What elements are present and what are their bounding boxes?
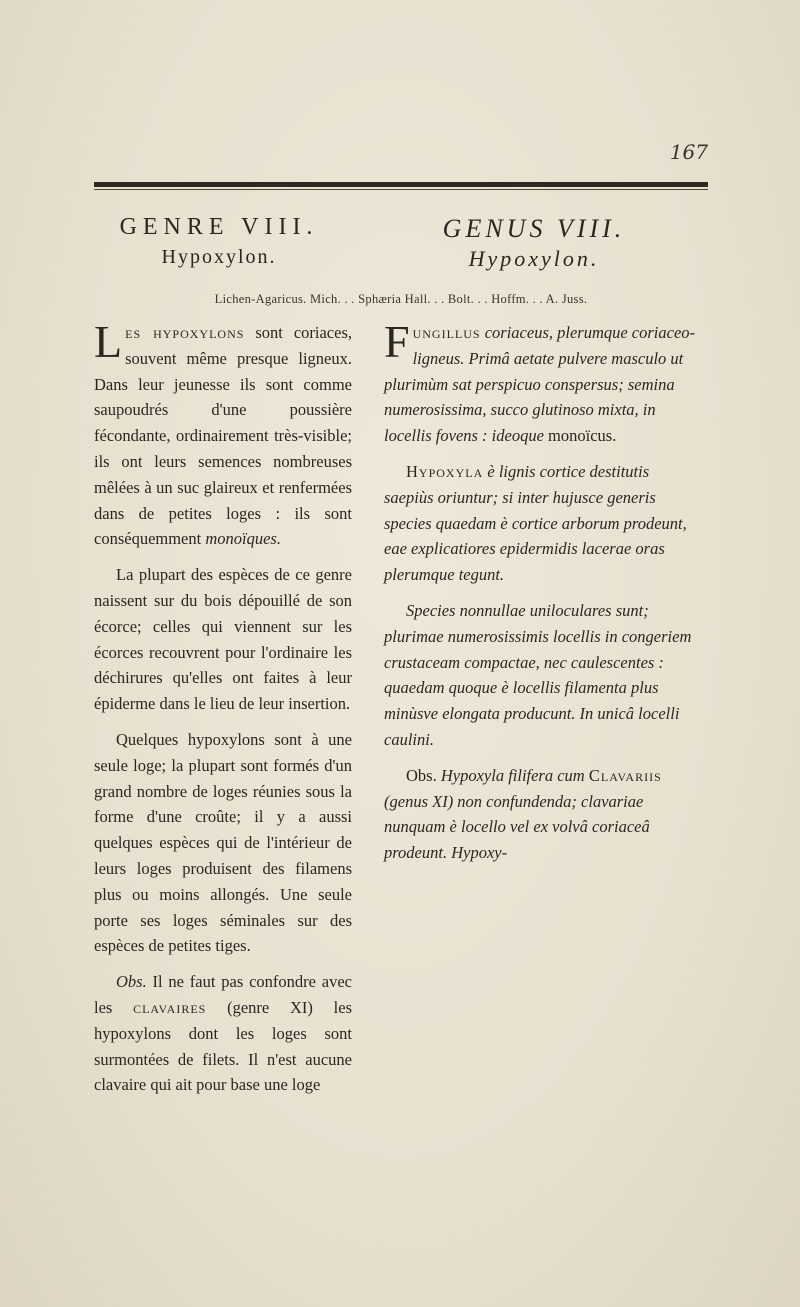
latin-genus-heading: GENUS VIII.: [442, 214, 626, 243]
latin-drop-cap: F: [384, 316, 410, 367]
french-p1-italic: monoïques.: [205, 529, 281, 549]
latin-p2-smallcaps: Hypoxyla: [406, 461, 484, 481]
french-paragraph-3: Quelques hypoxylons sont à une seule loge; la plupart sont formés d'un grand nombre de loges réunies sous la forme d'une croûte; il y a aussi quelques espèces qui de l'intérieur de leurs loges produisent des filamens plus ou moins allongés. Une seule porte ses loges séminales sur des espèces de petites tiges.: [94, 729, 352, 956]
latin-genus-name: Hypoxylon.: [468, 246, 600, 271]
french-obs-label: Obs.: [116, 972, 147, 992]
latin-paragraph-1: [384, 316, 702, 449]
header-rule-thin: [94, 189, 708, 190]
latin-obs-label: Obs.: [406, 765, 437, 785]
french-genus-heading: GENRE VIII.: [119, 214, 319, 240]
french-obs-text-b: (genre XI) les hypoxylons dont les loges sont surmontées de filets. Il n'est aucune clavaire qui ait pour base une loge: [94, 997, 352, 1095]
latin-paragraph-2: [384, 459, 702, 588]
synonyms-line: Lichen-Agaricus. Mich. . . Sphæria Hall. . . Bolt. . . Hoffm. . . A. Juss.: [214, 292, 588, 306]
latin-obs-smallcaps: Clavariis: [588, 765, 662, 785]
french-obs-smallcaps: clavaires: [133, 997, 207, 1017]
french-p1-text: sont coriaces, souvent même presque ligneux. Dans leur jeunesse ils sont comme saupoudrés d'une poussière fécondante, ordinairement très-visible; ils ont leurs semences nombreuses mêlées à un suc glaireux et renfermées dans de petites loges : ils sont conséquemment: [94, 323, 352, 549]
latin-paragraph-3: Species nonnullae uniloculares sunt; plurimae numerosissimis locellis in congeriem crustaceam compactae, nec caulescentes : quaedam quoque è locellis filamenta plus minùsve elongata producunt. In unicâ locelli caulini.: [384, 600, 692, 749]
latin-p2-text: è lignis cortice destitutis saepiùs oriuntur; si inter hujusce generis species quaedam è cortice arborum prodeunt, eae explicatiores epidermidis lacerae oras plerumque tegunt.: [384, 461, 687, 585]
french-genus-name: Hypoxylon.: [161, 246, 277, 268]
latin-obs-text-b: (genus XI) non confundenda; clavariae nunquam è locello vel ex volvâ coriaceâ prodeunt. Hypoxy-: [384, 791, 650, 863]
page-number: 167: [669, 140, 708, 164]
french-paragraph-obs: [94, 969, 352, 1098]
french-lead-smallcaps: es hypoxylons: [125, 323, 245, 342]
french-paragraph-1: [94, 316, 352, 552]
latin-obs-text-a: Hypoxyla filifera cum: [436, 765, 589, 785]
french-paragraph-2: La plupart des espèces de ce genre naissent sur du bois dépouillé de son écorce; celles qui viennent sur les écorces recouvrent pour l'ordinaire les déchirures qu'elles ont faites à leur épiderme dans le lieu de leur insertion.: [94, 565, 352, 714]
latin-p1-text: coriaceus, plerumque coriaceo-ligneus. Primâ aetate pulvere masculo ut plurimùm sat perspicuo conspersus; semina numerosissima, succo glutinoso mixta, in locellis fovens : ideoque: [384, 323, 696, 446]
french-drop-cap: L: [94, 316, 123, 367]
latin-lead-smallcaps: ungillus: [412, 323, 481, 342]
french-column: [94, 316, 352, 1108]
french-obs-text-a: Il ne faut pas confondre avec les: [94, 972, 352, 1017]
header-rule: [94, 182, 708, 187]
latin-p1-upright: monoïcus.: [548, 426, 617, 446]
latin-paragraph-obs: [384, 763, 702, 866]
latin-column: [384, 316, 702, 876]
